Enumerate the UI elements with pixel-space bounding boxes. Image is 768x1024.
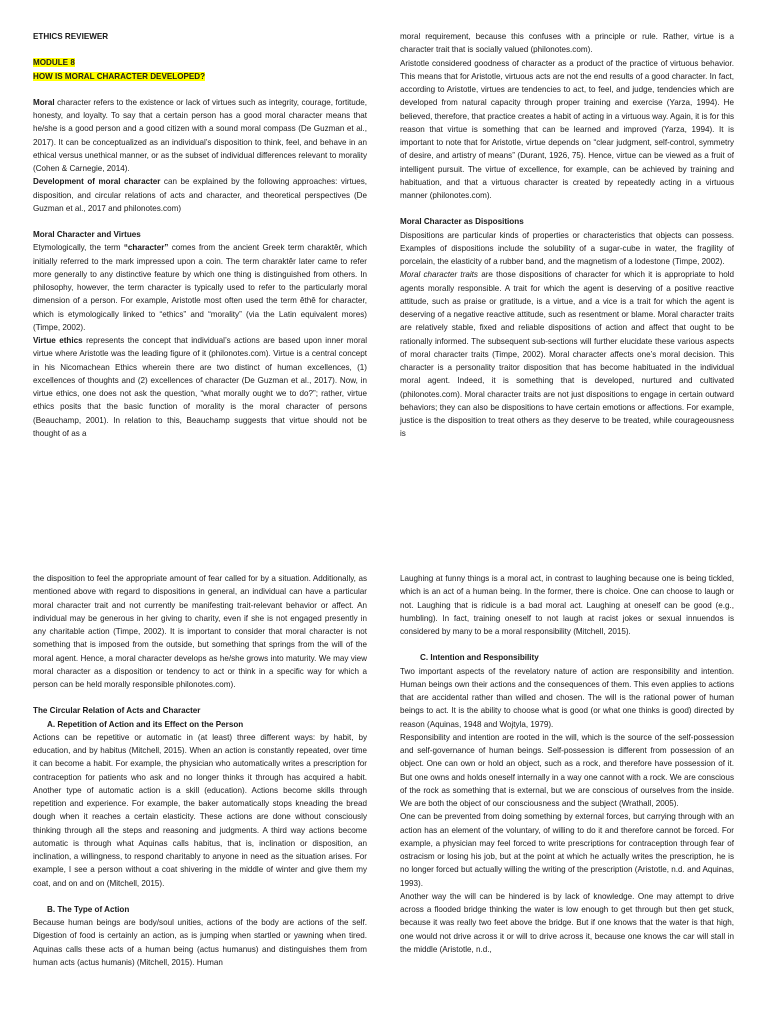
paragraph: Responsibility and intention are rooted in the will, which is the source of the self-possession and self-governance of human beings. Self-possession is different from possession of an object. One can own or hold an object, such as a rock, and therefore have possession of it. But one owns and holds oneself internally in a way one cannot with a rock. We are conscious of the rock as something that is external, but we are conscious of ourselves from the inside. We are both the object of our consciousness and the subject (Wrathall, 2005).: [400, 732, 734, 808]
section-heading: The Circular Relation of Acts and Character: [33, 706, 201, 716]
doc-title: ETHICS REVIEWER: [33, 32, 109, 41]
paragraph: Laughing at funny things is a moral act, in contrast to laughing because one is being tickled, which is an act of a human being. In the former, there is choice. One can choose to laugh or not. Laughing that is ridicule is a bad moral act. Laughing at oneself can be good (e.g., humbling). In fact, training oneself to not laugh at racist jokes or sexual innuendos is considered by many to be a moral responsibility (Mitchell, 2015).: [400, 574, 734, 636]
module-label: MODULE 8: [33, 58, 75, 68]
paragraph: Another way the will can be hindered is by lack of knowledge. One may attempt to drive across a flooded bridge thinking the water is low enough to get through but then get stuck, because it was really two feet above the bridge. But if one knows that the water is that high, one would not drive across it or will to drive across it, because one knows the car will stall in the middle (Aristotle, n.d.,: [400, 891, 734, 954]
paragraph: Etymologically, the term “character” comes from the ancient Greek term charaktêr, which initially referred to the mark impressed upon a coin. The term charaktêr later came to refer more generally to any distinctive feature by which one thing is distinguished from others. In philosophy, however, the term character is typically used to refer to the particularly moral dimension of a person. For example, Aristotle most often used the term êthê for character, which is etymologically linked to “ethics” and “morality” (via the Latin equivalent mores) (Timpe, 2002).: [33, 243, 368, 332]
paragraph: moral requirement, because this confuses with a principle or rule. Rather, virtue is a character trait that is socially valued (philonotes.com).: [400, 32, 734, 55]
subsection-heading: A. Repetition of Action and its Effect on the Person: [47, 719, 244, 729]
subsection-heading: B. The Type of Action: [47, 904, 130, 914]
paragraph: Virtue ethics represents the concept that individual’s actions are based upon inner moral virtue where Aristotle was the leading figure of it (philonotes.com). Virtue is a central concept in his Nicomachean Ethics wherein there are two distinct of human excellences, (1) excellences of thoughts and (2) excellences of character (De Guzman et al., 2017). Now, in virtue ethics, one does not ask the question, “what morally ought we to do?”; rather, virtue ethics posits that the basic function of morality is the moral character of persons (Beauchamp, 2001). In relation to this, Beauchamp suggests that virtue should not be thought of as a: [33, 336, 367, 438]
section-heading: Moral Character as Dispositions: [400, 217, 524, 227]
section-heading: Moral Character and Virtues: [33, 230, 141, 239]
paragraph: Aristotle considered goodness of character as a product of the practice of virtuous behavior. This means that for Aristotle, virtuous acts are not the end results of a good character. In fact, according to Aristotle, virtues are tendencies to act, to feel, and judge, tendencies which are developed from natural capacity through proper training and exercise (Yarza, 1994). He believed, therefore, that practice creates a habit of acting in a virtuous way. Again, it is for this reason that virtue is something that can be learned and improved (Yarza, 1994). It is important to note that for Aristotle, virtue depends on “clear judgment, self-control, symmetry of desire, and artistry of means” (Durant, 1926, 75). Hence, virtue can be viewed as a fruit of intelligent pursuit. The virtue of excellence, for example, can be achieved by training and habituation, and that a virtuous character is created by repeatedly acting in a virtuous manner (philonotes.com).: [400, 58, 734, 200]
paragraph: the disposition to feel the appropriate amount of fear called for by a situation. Additionally, as mentioned above with regard to dispositions in general, an individual can have a particular moral character trait and not currently be manifesting trait-relevant behavior or affect. An individual may be generous in her giving to charity, even if she is not engaged presently in any charitable action (Timpe, 2002). It is important to consider that moral character is not something that is imposed from the outside, but something that springs from the will of the moral agent. Hence, a moral character develops as he/she grows into maturity. We may view moral character as a disposition or tendency to act or think in a specific way for which a person can be held morally responsible philonotes.com).: [33, 574, 367, 689]
paragraph: Two important aspects of the revelatory nature of action are responsibility and intention. Human beings own their actions and the consequences of them. This even applies to actions that are accidental rather than willed and chosen. The will is the rational power of human beings to act. It is the ability to choose what is good (or what one thinks is good) directed by reason (Aquinas, 1948 and Wojtyla, 1979).: [400, 666, 734, 729]
paragraph: Dispositions are particular kinds of properties or characteristics that objects can possess. Examples of dispositions include the solubility of a sugar-cube in water, the fragility of porcelain, the elasticity of a rubber band, and the magnetism of a lodestone (Timpe, 2002).: [400, 230, 734, 266]
paragraph: Moral character traits are those dispositions of character for which it is appropriate to hold agents morally responsible. A trait for which the agent is deserving of a positive reactive attitude, such as praise or gratitude, is a virtue, and a vice is a trait for which the agent is deserving of a negative reactive attitude, such as resentment or blame. Moral character traits are relatively stable, fixed and reliable dispositions of action and affect that ought to be rationally informed. The subsequent sub-sections will further elucidate these various aspects of moral character traits (Timpe, 2002). Moral character affects one’s moral decision. This character is a personality traitor disposition that has become habituated in the individual moral agent. Indeed, it is something that is developed, nurtured and cultivated (philonotes.com). Moral character traits are not just dispositions to engage in certain outward behaviors; they can also be dispositions to have certain emotions or affections. For example, justice is the disposition to treat others as they deserve to be treated, while courageousness is: [400, 270, 734, 439]
paragraph: Because human beings are body/soul unities, actions of the body are actions of the self. Digestion of food is certainly an action, as is jumping when startled or yawning when tired. Aquinas calls these acts of a human being (actus humanus) and distinguishes them from human acts (actus humanis) (Mitchell, 2015). Human: [33, 918, 367, 967]
subsection-heading: C. Intention and Responsibility: [420, 653, 539, 663]
paragraph: Development of moral character can be explained by the following approaches: virtues, disposition, and circular relations of acts and character, and theoretical perspectives (De Guzman et al., 2017 and philonotes.com): [33, 177, 368, 213]
paragraph: Actions can be repetitive or automatic in (at least) three different ways: by habit, by education, and by habitus (Mitchell, 2015). When an action is constantly repeated, over time it can become a habit. For example, the physician who automatically writes a prescription for contraception for patients who ask and no longer thinks it through has acquired a habit. Another type of automatic action is a skill (education). Actions become skills through repetition and experience. For example, the baker automatically stops kneading the bread dough when it reaches a certain elasticity. These actions are done without consciously thinking through all the steps and reasoning and judgments. A third way actions become automatic is through what Aquinas calls habitus, that is, inclination or disposition, an inclination, a willingness, to respond charitably to anyone in need as the situation arises. For example, I see a person without a coat shivering in the middle of winter and give them my coat, and on and on (Mitchell, 2015).: [33, 732, 367, 888]
page1-left-column: [33, 30, 367, 440]
page1-right-column: [400, 30, 734, 441]
paragraph: One can be prevented from doing something by external forces, but carrying through with an action has an element of the voluntary, of willing to do it and therefore cannot be forced. For example, a physician may feel forced to write prescriptions for contraception through fear of ostracism or losing his job, but at the point at which he actually writes the prescription, he is no longer forced but actually willing the writing of the prescription (Aristotle, n.d. and Aquinas, 1993).: [400, 812, 734, 888]
paragraph: Moral character refers to the existence or lack of virtues such as integrity, courage, fortitude, honesty, and loyalty. To say that a certain person has a good moral character means that he/she is a good person and a good citizen with a sound moral compass (De Guzman et al., 2017). It can be conceptualized as an individual’s disposition to think, feel, and behave in an ethical versus unethical manner, or as the subset of individual differences relevant to morality (Cohen & Carnegie, 2014).: [33, 97, 367, 173]
page-separator: [0, 516, 768, 562]
page2-left-column: [33, 572, 367, 969]
module-question: HOW IS MORAL CHARACTER DEVELOPED?: [33, 71, 206, 81]
page2-right-column: [400, 572, 734, 956]
